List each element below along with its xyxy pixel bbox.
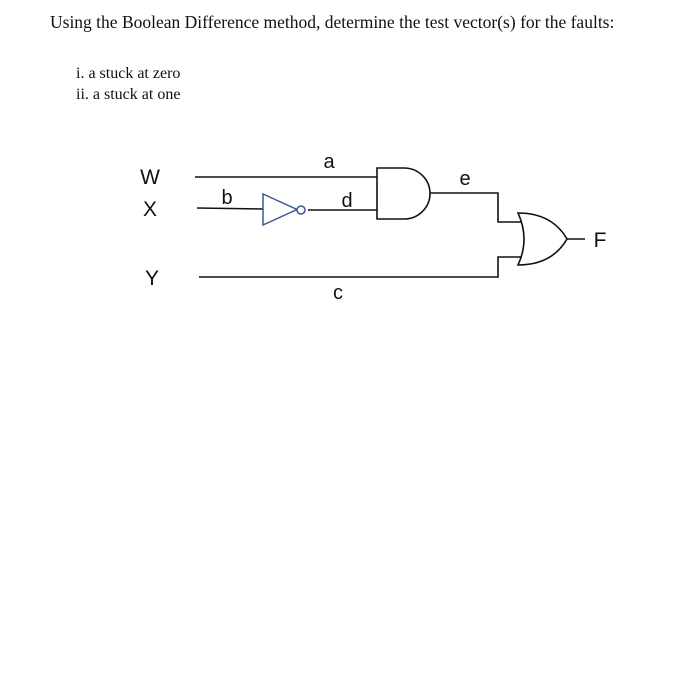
wire-label-a: a bbox=[323, 151, 335, 173]
input-label-w: W bbox=[140, 166, 160, 189]
output-label-f: F bbox=[593, 229, 607, 252]
input-label-y: Y bbox=[144, 267, 160, 290]
input-label-x: X bbox=[142, 198, 158, 221]
wire-c bbox=[199, 257, 522, 277]
wire-label-b: b bbox=[221, 187, 233, 209]
wire-label-d: d bbox=[341, 190, 353, 212]
wire-e bbox=[430, 193, 522, 222]
wire-label-e: e bbox=[459, 168, 471, 190]
fault-item-1: i. a stuck at zero bbox=[76, 65, 181, 82]
inverter-gate bbox=[263, 194, 305, 225]
wire-label-c: c bbox=[333, 282, 343, 304]
fault-item-2: ii. a stuck at one bbox=[76, 86, 181, 103]
or-gate bbox=[518, 213, 567, 265]
question-text: Using the Boolean Difference method, determine the test vector(s) for the faults: bbox=[50, 12, 615, 32]
and-gate bbox=[377, 168, 430, 219]
